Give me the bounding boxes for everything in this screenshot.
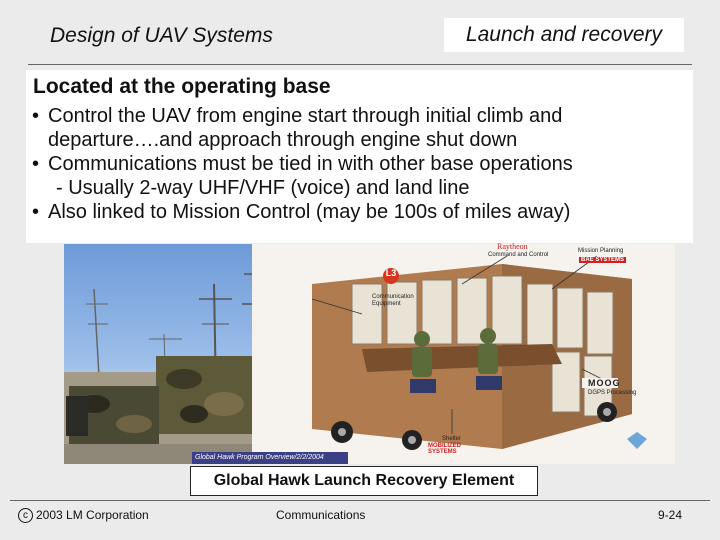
footer-center: Communications (276, 508, 366, 522)
bullet-text: Control the UAV from engine start through initial climb and departure….and approach through engine shut down (48, 105, 563, 151)
raytheon-label: Raytheon (497, 242, 528, 251)
bullet-item (30, 152, 690, 176)
bullet-text: Also linked to Mission Control (may be 100s of miles away) (48, 201, 571, 223)
figure (64, 244, 675, 464)
launch-recovery-element-diagram (252, 244, 675, 464)
sub-bullet-text: - Usually 2-way UHF/VHF (voice) and land line (56, 177, 470, 199)
mission-planning-label: Mission Planning (578, 248, 624, 254)
content-heading: Located at the operating base (33, 75, 331, 98)
bullet-icon: • (32, 105, 40, 127)
ground-station-photo (64, 244, 252, 464)
bullet-icon: • (32, 153, 40, 175)
bullet-list (30, 104, 690, 224)
dgps-label: DGPS Processing (588, 390, 637, 396)
header-right-title: Launch and recovery (444, 18, 684, 52)
command-control-label: Command and Control (488, 252, 549, 258)
copyright-icon: c (18, 508, 33, 523)
l3-label: L3 (385, 268, 397, 278)
bae-label: BAE SYSTEMS (581, 257, 625, 263)
comm-equipment-label: Communication Equipment (372, 294, 414, 307)
bullet-item (30, 104, 690, 152)
shelter-label: Shelter (442, 436, 462, 442)
mobilized-label: MOBILIZED SYSTEMS (428, 443, 461, 455)
figure-caption: Global Hawk Launch Recovery Element (190, 466, 538, 496)
bullet-text: Communications must be tied in with other base operations (48, 153, 573, 175)
page-number: 9-24 (658, 508, 683, 522)
top-divider (28, 64, 692, 65)
footer-copyright-text: 2003 LM Corporation (36, 508, 149, 522)
header-left-title: Design of UAV Systems (50, 24, 273, 47)
corner-logo-icon (627, 432, 647, 449)
bullet-item (30, 200, 690, 224)
shelter-cutaway-illustration (252, 244, 675, 464)
bottom-divider (10, 500, 710, 501)
footer-copyright (18, 508, 149, 523)
bullet-icon: • (32, 201, 40, 223)
content-box (26, 70, 693, 243)
photo-illustration (64, 244, 252, 464)
moog-label: MOOG (588, 378, 621, 388)
photo-caption-strip: Global Hawk Program Overview/2/2/2004 (192, 452, 348, 464)
